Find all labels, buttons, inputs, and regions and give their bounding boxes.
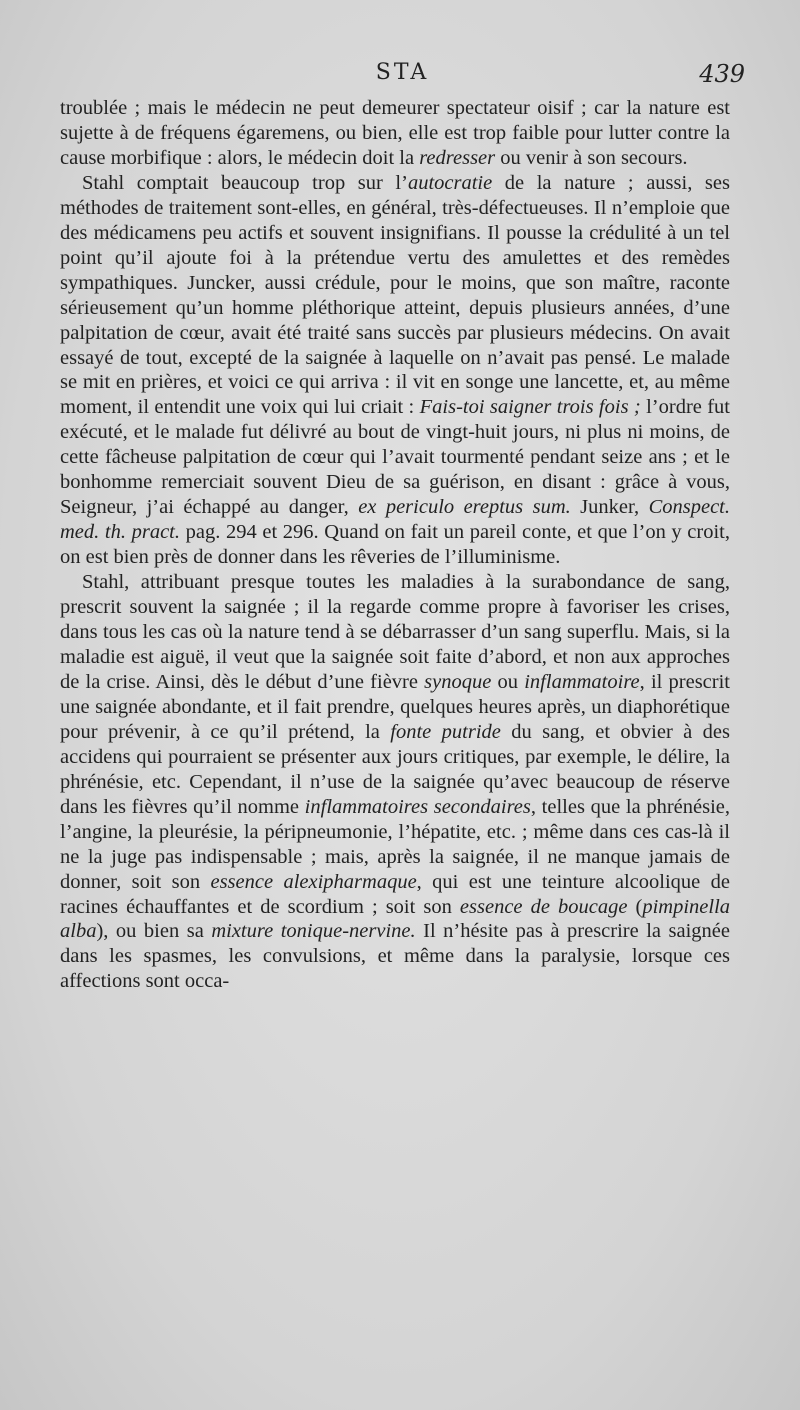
italic-text: inflammatoires secondaires — [304, 795, 531, 818]
italic-text: Conspect. med. th. pract. — [60, 496, 730, 544]
italic-text: fonte putride — [390, 720, 501, 743]
text-run: , qui est une teinture alcoolique de racines échauffantes et de scordium ; soit son — [60, 870, 730, 918]
italic-text: synoque — [424, 670, 492, 693]
italic-text: redresser — [419, 146, 496, 169]
text-run: Stahl comptait beaucoup trop sur l’ — [82, 171, 408, 194]
italic-text: essence alexipharmaque — [210, 870, 417, 893]
italic-text: mixture tonique-nervine. — [211, 920, 416, 943]
paragraph — [60, 171, 730, 570]
text-run: l’ordre fut exécuté, et le malade fut délivré au bout de vingt-huit jours, ni plus ni moins, de cette fâcheuse palpitation de cœur qui l’avait tourmenté pendant seize ans ; et le bonhomme remerciait souvent Dieu de sa guérison, en disant : grâce à vous, Seigneur, j’ai échappé au danger, — [60, 396, 731, 519]
text-run: de la nature ; aussi, ses méthodes de traitement sont-elles, en général, très-défectueuses. Il n’emploie que des médicamens peu actifs et souvent insignifians. Il pousse la crédulité à un tel point qu’il ajoute foi à la prétendue vertu des amulettes et des remèdes sympathiques. Juncker, aussi crédule, pour le moins, que son maître, raconte sérieusement qu’un homme pléthorique atteint, depuis plusieurs années, d’une palpitation de cœur, avait été traité sans succès par plusieurs médecins. On avait essayé de tout, excepté de la saignée à laquelle on n’avait pas pensé. Le malade se mit en prières, et voici ce qui arriva : il vit en songe une lancette, et, au même moment, il entendit une voix qui lui criait : — [60, 171, 730, 419]
running-head: STA — [375, 60, 430, 85]
text-run: , telles que la phrénésie, l’angine, la pleurésie, la péripneumonie, l’hépatite, etc. ; même dans ces cas-là il ne la juge pas indispensable ; mais, après la saignée, il ne manque jamais de donner, soit son — [60, 795, 731, 893]
text-run: ou venir à son secours. — [495, 146, 688, 169]
italic-text: autocratie — [407, 171, 493, 194]
text-run: ), ou bien sa — [96, 920, 212, 943]
italic-text: pimpinella alba — [60, 895, 731, 943]
italic-text: essence de boucage — [459, 895, 628, 918]
page-header — [60, 60, 745, 96]
text-run: , il prescrit une saignée abondante, et il fait prendre, quelques heures après, un diaphorétique pour prévenir, à ce qu’il prétend, la — [60, 670, 730, 743]
italic-text: inflammatoire — [524, 670, 640, 693]
italic-text: Fais-toi saigner trois fois ; — [419, 396, 641, 419]
body-text — [60, 96, 730, 994]
page-number: 439 — [699, 60, 745, 88]
text-run: ( — [627, 895, 643, 918]
text-run: troublée ; mais le médecin ne peut demeurer spectateur oisif ; car la nature est sujette à de fréquens égaremens, ou bien, elle est trop faible pour lutter contre la cause morbifique : alors, le médecin doit la — [60, 97, 730, 169]
text-run: Junker, — [570, 496, 649, 519]
text-run: Il n’hésite pas à prescrire la saignée dans les spasmes, les convulsions, et même dans la paralysie, lorsque ces affections sont occa- — [60, 920, 731, 993]
italic-text: ex periculo ereptus sum. — [358, 496, 571, 519]
text-run: du sang, et obvier à des accidens qui pourraient se présenter aux jours critiques, par exemple, le délire, la phrénésie, etc. Cependant, il n’use de la saignée qu’avec beaucoup de réserve dans les fièvres qu’il nomme — [60, 720, 730, 818]
paragraph — [60, 570, 730, 994]
text-run: pag. 294 et 296. Quand on fait un pareil conte, et que l’on y croit, on est bien près de donner dans les rêveries de l’illuminisme. — [60, 521, 731, 569]
paragraph — [60, 96, 730, 171]
text-run: ou — [491, 670, 525, 693]
text-run: Stahl, attribuant presque toutes les maladies à la surabondance de sang, prescrit souvent la saignée ; il la regarde comme propre à favoriser les crises, dans tous les cas où la nature tend à se débarrasser d’un sang superflu. Mais, si la maladie est aiguë, il veut que la saignée soit faite d’abord, et non aux approches de la crise. Ainsi, dès le début d’une fièvre — [60, 571, 730, 693]
